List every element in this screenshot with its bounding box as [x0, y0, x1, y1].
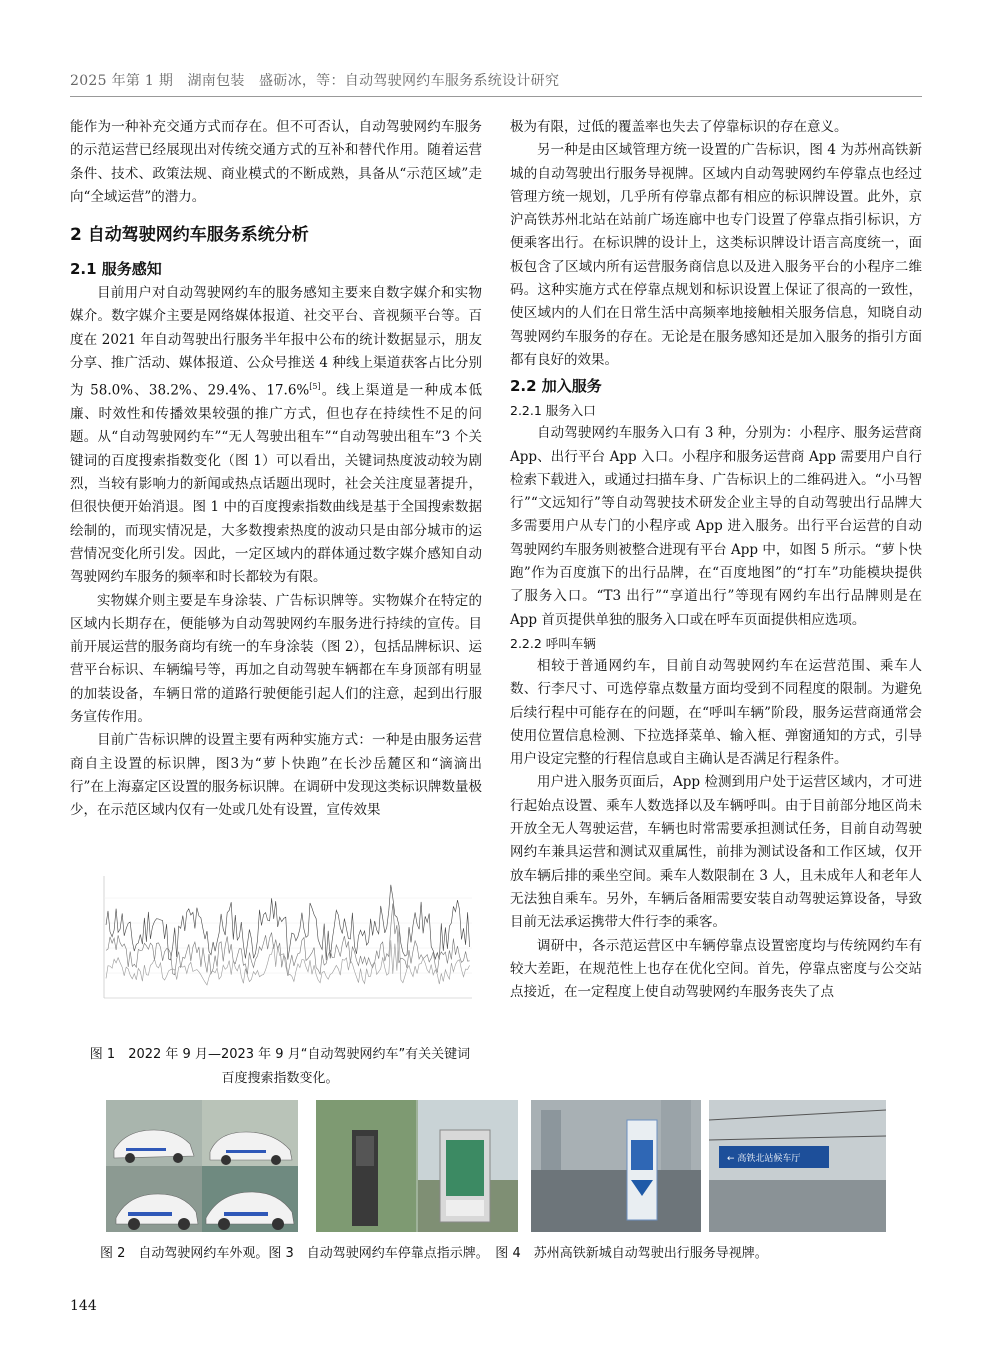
paragraph: 自动驾驶网约车服务入口有 3 种，分别为：小程序、服务运营商 App、出行平台 App 入口。小程序和服务运营商 App 需要用户自行检索下载进入，或通过扫描车身、广告标识上的二维码进入。“小马智行”“文远知行”等自动驾驶技术研发企业主导的自动驾驶出行品牌大多需要用户从专门的小程序或 App 进入服务。出行平台运营的自动驾驶网约车服务则被整合进现有平台 App 中，如图 5 所示。“萝卜快跑”作为百度旗下的出行品牌，在“百度地图”的“打车”功能模块提供了服务入口。“T3 出行”“享道出行”等现有网约车出行品牌则是在 App 首页提供单独的服务入口或在呼车页面提供相应选项。 — [510, 425, 922, 628]
photo-strip — [106, 1100, 886, 1232]
paragraph: 调研中，各示范运营区中车辆停靠点设置密度均与传统网约车有较大差距，在规范性上也存在优化空间。首先，停靠点密度与公交站点接近，在一定程度上使自动驾驶网约车服务丧失了点 — [510, 937, 922, 1001]
paragraph: 目前广告标识牌的设置主要有两种实施方式：一种是由服务运营商自主设置的标识牌，图3为“萝卜快跑”在长沙岳麓区和“滴滴出行”在上海嘉定区设置的服务标识牌。在调研中发现这类标识牌数量极少，在示范区域内仅有一处或几处有设置，宣传效果 — [70, 732, 482, 819]
subsubsection-heading: 2.2.2 呼叫车辆 — [510, 635, 596, 651]
paragraph-text: 目前用户对自动驾驶网约车的服务感知主要来自数字媒介和实物媒介。数字媒介主要是网络媒体报道、社交平台、音视频平台等。百度在 2021 年自动驾驶出行服务半年报中公布的统计数据显示，朋友分享、推广活动、媒体报道、公众号推送 4 种线上渠道获客占比分别为 58.0%、38.2%、29.4%、17.6% — [70, 285, 482, 399]
paragraph: 用户进入服务页面后，App 检测到用户处于运营区域内，才可进行起始点设置、乘车人数选择以及车辆呼叫。由于目前部分地区尚未开放全无人驾驶运营，车辆也时常需要承担测试任务，目前自动驾驶网约车兼具运营和测试双重属性，前排为测试设备和工作区域，仅开放车辆后排的乘坐空间。乘车人数限制在 3 人，且未成年人和老年人无法独自乘车。另外，车辆后备厢需要安装自动驾驶运算设备，导致目前无法承运携带大件行李的乘客。 — [510, 774, 922, 931]
paragraph — [70, 282, 482, 589]
figure-1-caption-line2: 百度搜索指数变化。 — [221, 1071, 339, 1086]
figure-1-caption — [70, 1043, 490, 1091]
citation: [5] — [309, 382, 321, 392]
paragraph: 能作为一种补充交通方式而存在。但不可否认，自动驾驶网约车服务的示范运营已经展现出对传统交通方式的互补和替代作用。随着运营条件、技术、政策法规、商业模式的不断成熟，具备从“示范区域”走向“全域运营”的潜力。 — [70, 119, 482, 205]
paragraph-text: 。线上渠道是一种成本低廉、时效性和传播效果较强的推广方式，但也存在持续性不足的问题。从“自动驾驶网约车”“无人驾驶出租车”“自动驾驶出租车”3 个关键词的百度搜索指数变化（图 1）可以看出，关键词热度波动较为剧烈，当较有影响力的新闻或热点话题出现时，社会关注度显著提升，但很快便开始消退。图 1 中的百度搜索指数曲线是基于全国搜索数据绘制的，而现实情况是，大多数搜索热度的波动只是由部分城市的运营情况变化所引发。因此，一定区域内的群体通过数字媒介感知自动驾驶网约车服务的频率和时长都较为有限。 — [70, 382, 482, 586]
figure-4-photo-guide-signs — [531, 1100, 886, 1232]
running-header — [70, 70, 922, 97]
subsection-heading: 2.1 服务感知 — [70, 260, 162, 279]
right-column — [510, 116, 922, 1004]
figures-2-4-caption: 图 2 自动驾驶网约车外观。图 3 自动驾驶网约车停靠点指示牌。 图 4 苏州高铁新城自动驾驶出行服务导视牌。 — [100, 1246, 768, 1261]
figure-1-caption-line1: 图 1 2022 年 9 月—2023 年 9 月“自动驾驶网约车”有关关键词 — [89, 1047, 471, 1062]
subsubsection-heading: 2.2.1 服务入口 — [510, 403, 596, 419]
subsection-heading: 2.2 加入服务 — [510, 377, 602, 396]
page-number: 144 — [70, 1298, 97, 1314]
figure-2-photo-robotaxi — [106, 1100, 298, 1232]
running-header-text: 2025 年第 1 期 湖南包装 盛砺冰，等：自动驾驶网约车服务系统设计研究 — [70, 73, 560, 89]
paragraph: 实物媒介则主要是车身涂装、广告标识牌等。实物媒介在特定的区域内长期存在，便能够为自动驾驶网约车服务进行持续的宣传。目前开展运营的服务商均有统一的车身涂装（图 2），包括品牌标识、运营平台标识、车辆编号等，再加之自动驾驶车辆都在车身顶部有明显的加装设备，车辆日常的道路行驶便能引起人们的注意，起到出行服务宣传作用。 — [70, 592, 482, 726]
section-heading: 2 自动驾驶网约车服务系统分析 — [70, 225, 309, 246]
figure-1-chart — [80, 868, 480, 1018]
search-index-plot-image — [80, 868, 480, 1018]
paragraph: 另一种是由区域管理方统一设置的广告标识，图 4 为苏州高铁新城的自动驾驶出行服务导视牌。区域内自动驾驶网约车停靠点也经过管理方统一规划，几乎所有停靠点都有相应的标识牌设置。此外，京沪高铁苏州北站在站前广场连廊中也专门设置了停靠点指引标识，方便乘客出行。在标识牌的设计上，这类标识牌设计语言高度统一，面板包含了区域内所有运营服务商信息以及进入服务平台的小程序二维码。这种实施方式在停靠点规划和标识设置上保证了很高的一致性，使区域内的人们在日常生活中高频率地接触相关服务信息，知晓自动驾驶网约车服务的存在。无论是在服务感知还是加入服务的指引方面都有良好的效果。 — [510, 142, 922, 368]
figure-3-photo-stop-signs — [316, 1100, 518, 1232]
paragraph: 相较于普通网约车，目前自动驾驶网约车在运营范围、乘车人数、行李尺寸、可选停靠点数量方面均受到不同程度的限制。为避免后续行程中可能存在的问题，在“呼叫车辆”阶段，服务运营商通常会使用位置信息检测、下拉选择菜单、输入框、弹窗通知的方式，引导用户设定完整的行程信息或自主确认是否满足行程条件。 — [510, 657, 922, 768]
guide-sign-text: ← 高铁北站候车厅 — [727, 1154, 801, 1164]
left-column — [70, 116, 482, 823]
paragraph: 极为有限，过低的覆盖率也失去了停靠标识的存在意义。 — [510, 119, 848, 135]
